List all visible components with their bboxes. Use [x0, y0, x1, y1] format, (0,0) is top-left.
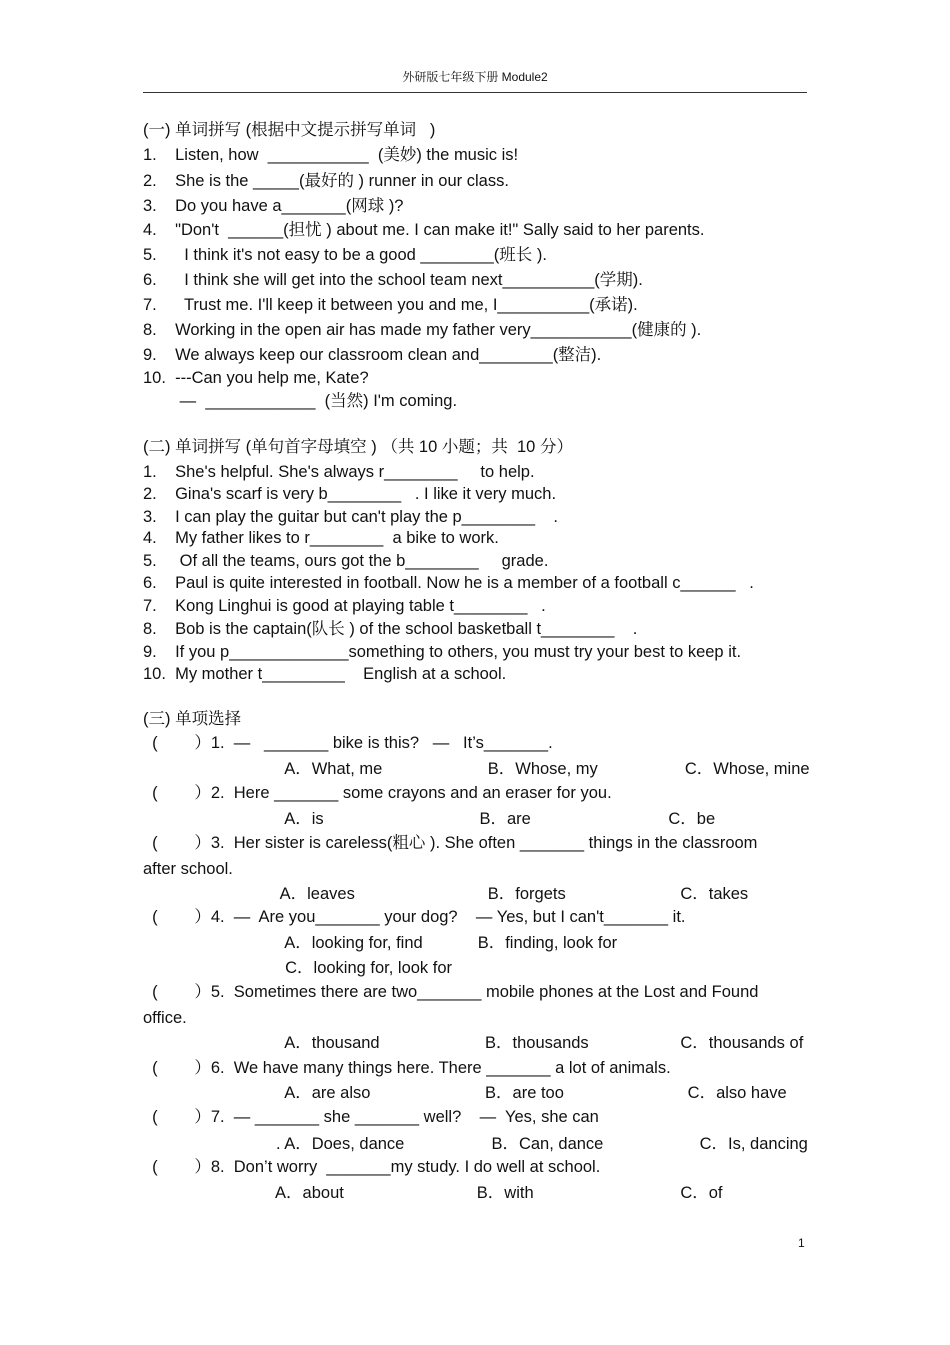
section1-item: 2. She is the _____(最好的 ) runner in our class.	[143, 172, 509, 190]
section1-item: — ____________ (当然) I'm coming.	[143, 392, 458, 410]
section2-item: 7. Kong Linghui is good at playing table t________ .	[143, 597, 546, 615]
section3-line: office.	[143, 1009, 187, 1027]
section3-line: A．are also B．are too C．also have	[143, 1084, 787, 1102]
section3-line: A．What, me B．Whose, my C．Whose, mine	[143, 760, 810, 778]
section1-item: 1. Listen, how ___________ (美妙) the music is!	[143, 146, 519, 164]
section3-line: A．leaves B．forgets C．takes	[143, 885, 749, 903]
page-number: 1	[798, 1236, 805, 1250]
section1-item: 7. Trust me. I'll keep it between you and me, I__________(承诺).	[143, 296, 638, 314]
section3-line: A．thousand B．thousands C．thousands of	[143, 1034, 804, 1052]
section3-line: ( ）5. Sometimes there are two_______ mobile phones at the Lost and Found	[143, 983, 759, 1001]
section1-item: 8. Working in the open air has made my father very___________(健康的 ).	[143, 321, 702, 339]
section2-item: 8. Bob is the captain(队长 ) of the school basketball t________ .	[143, 620, 638, 638]
section3-line: A．about B．with C．of	[143, 1184, 723, 1202]
section1-item: 3. Do you have a_______(网球 )?	[143, 197, 404, 215]
section2-heading: (二) 单词拼写 (单句首字母填空 ) （共 10 小题；共 10 分）	[143, 438, 573, 456]
page-header: 外研版七年级下册 Module2	[143, 66, 807, 93]
section3-line: ( ）8. Don’t worry _______my study. I do well at school.	[143, 1158, 601, 1176]
section3-line: ( ）7. — _______ she _______ well? — Yes, she can	[143, 1108, 599, 1126]
section3-line: C．looking for, look for	[143, 959, 453, 977]
section3-line: after school.	[143, 860, 233, 878]
section1-item: 6. I think she will get into the school team next__________(学期).	[143, 271, 643, 289]
section2-item: 3. I can play the guitar but can't play the p________ .	[143, 508, 559, 526]
section3-line: ( ）1. — _______ bike is this? — It’s_______.	[143, 734, 553, 752]
section3-line: A．looking for, find B．finding, look for	[143, 934, 618, 952]
section2-item: 5. Of all the teams, ours got the b________ grade.	[143, 552, 549, 570]
section2-item: 4. My father likes to r________ a bike to work.	[143, 529, 499, 547]
section2-item: 2. Gina's scarf is very b________ . I like it very much.	[143, 485, 557, 503]
section3-line: ( ）4. — Are you_______ your dog? — Yes, but I can't_______ it.	[143, 908, 686, 926]
section3-line: ( ）2. Here _______ some crayons and an eraser for you.	[143, 784, 612, 802]
section1-item: 4. "Don't ______(担忧 ) about me. I can make it!" Sally said to her parents.	[143, 221, 705, 239]
section1-item: 9. We always keep our classroom clean and________(整洁).	[143, 346, 602, 364]
section3-line: ( ）3. Her sister is careless(粗心 ). She often _______ things in the classroom	[143, 834, 758, 852]
section2-item: 10. My mother t_________ English at a school.	[143, 665, 507, 683]
section3-line: A．is B．are C．be	[143, 810, 716, 828]
section1-item: 5. I think it's not easy to be a good ________(班长 ).	[143, 246, 547, 264]
section2-item: 9. If you p_____________something to others, you must try your best to keep it.	[143, 643, 742, 661]
section2-item: 6. Paul is quite interested in football. Now he is a member of a football c______ .	[143, 574, 754, 592]
section3-heading: (三) 单项选择	[143, 710, 242, 728]
section1-heading: (一) 单词拼写 (根据中文提示拼写单词 )	[143, 121, 436, 139]
section3-line: . A．Does, dance B．Can, dance C．Is, dancing	[143, 1135, 808, 1153]
section2-item: 1. She's helpful. She's always r________ to help.	[143, 463, 535, 481]
section1-item: 10. ---Can you help me, Kate?	[143, 369, 369, 387]
section3-line: ( ）6. We have many things here. There _______ a lot of animals.	[143, 1059, 671, 1077]
